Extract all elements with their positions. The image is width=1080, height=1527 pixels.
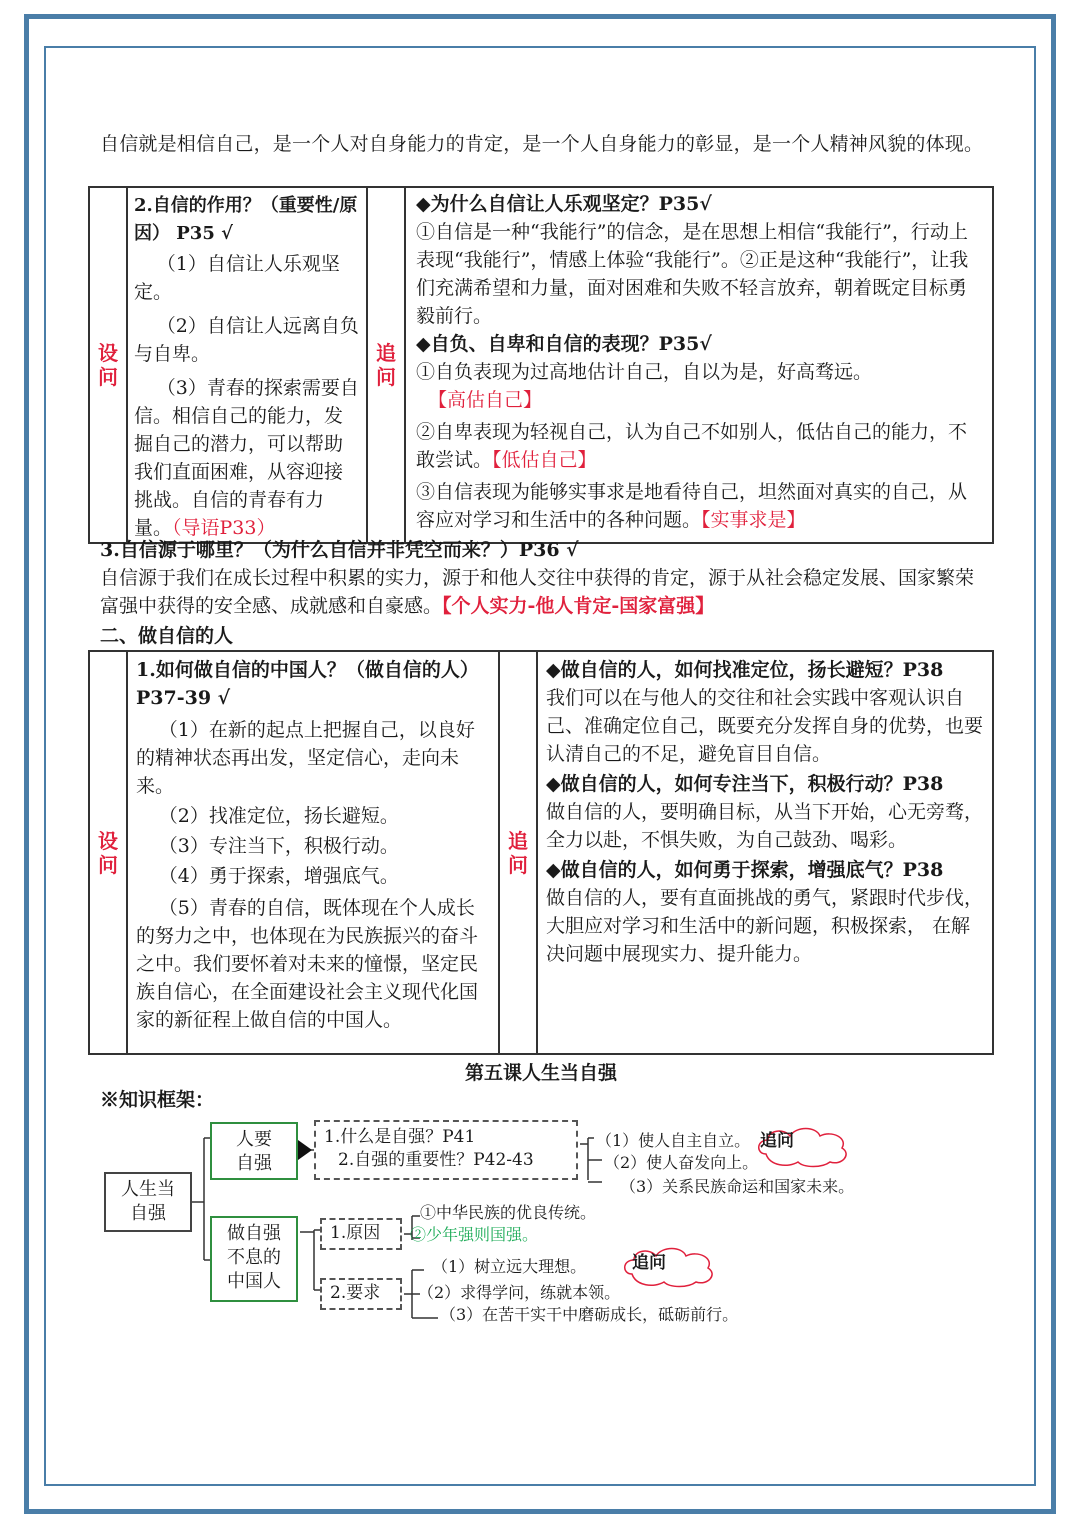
table-confidence-role — [88, 186, 994, 544]
section2-heading: 二、做自信的人 — [100, 625, 234, 647]
table1-right-label: 追问 — [376, 341, 396, 389]
table2-q-item-5: （5）青春的自信，既体现在个人成长的努力之中，也体现在为民族振兴的奋斗之中。我们要怀着对未来的憧憬，坚定民族自信心，在全面建设社会主义现代化国家的新征程上做自信的中国人。 — [136, 897, 479, 1031]
table2-right-label: 追问 — [508, 828, 528, 877]
table2-q-item-3: （3）专注当下，积极行动。 — [158, 835, 399, 857]
table2-right-label-cell — [499, 651, 537, 1054]
table2-answer-cell — [537, 651, 993, 1054]
table1-answer-item-3: ③自信表现为能够实事求是地看待自己，坦然面对真实的自己，从容应对学习和生活中的各种问题。【实事求是】 — [416, 481, 968, 531]
table1-answer-tag-1: 【高估自己】 — [428, 389, 543, 411]
b1-q2: 2.自强的重要性？P42-43 — [338, 1150, 534, 1170]
branch2-bracket — [300, 1230, 320, 1290]
framework-branch2: 做自强不息的中国人 — [210, 1216, 298, 1302]
cloud2-label: 追问 — [632, 1253, 666, 1273]
table2-answer-head-2: ◆做自信的人，如何专注当下，积极行动？P38 — [546, 773, 944, 795]
table1-question-cell — [127, 187, 367, 543]
table-be-confident — [88, 650, 994, 1055]
b1-q1: 1.什么是自强？P41 — [324, 1127, 476, 1147]
table1-answer-cell — [405, 187, 993, 543]
table1-q-item-3: （3）青春的探索需要自信。相信自己的能力，发掘自己的潜力，可以帮助我们直面困难，从容迎接挑战。自信的青春有力量。（导语P33） — [134, 377, 359, 539]
arrow-icon — [298, 1140, 312, 1160]
q3-text: 自信源于我们在成长过程中积累的实力，源于和他人交往中获得的肯定，源于从社会稳定发展、国家繁荣富强中获得的安全感、成就感和自豪感。【个人实力-他人肯定-国家富强】 — [100, 567, 975, 617]
table1-q-item-2: （2）自信让人远离自负与自卑。 — [134, 315, 359, 365]
table2-q-item-2: （2）找准定位，扬长避短。 — [158, 805, 399, 827]
b2-req-box: 2.要求 — [320, 1278, 402, 1310]
table1-answer-item-1: ①自负表现为过高地估计自己，自以为是，好高骛远。 【高估自己】 — [416, 361, 873, 411]
b1-item-2: （2）使人奋发向上。 — [604, 1153, 759, 1172]
intro-paragraph: 自信就是相信自己，是一个人对自身能力的肯定，是一个人自身能力的彰显，是一个人精神风貌的体现。 — [100, 133, 984, 155]
table1-left-label: 设问 — [98, 341, 118, 389]
b2-req-item-1: （1）树立远大理想。 — [432, 1257, 587, 1276]
table1-answer-tag-2: 【低估自己】 — [492, 449, 597, 471]
q3-title: 3.自信源于哪里？（为什么自信并非凭空而来？）P36 √ — [100, 539, 579, 561]
table1-answer-head-2: ◆自负、自卑和自信的表现？P35√ — [416, 333, 712, 355]
b1-item-3: （3）关系民族命运和国家未来。 — [620, 1177, 855, 1196]
b2-reason-item-2: ②少年强则国强。 — [410, 1225, 539, 1244]
q3-tag: 【个人实力-他人肯定-国家富强】 — [442, 595, 715, 617]
root-bracket — [192, 1138, 210, 1260]
b2-req-item-2: （2）求得学问，练就本领。 — [418, 1283, 621, 1302]
table2-answer-text-1: 我们可以在与他人的交往和社会实践中客观认识自己、准确定位自己，既要充分发挥自身的优势，也要认清自己的不足，避免盲目自信。 — [546, 687, 984, 765]
table2-answer-head-3: ◆做自信的人，如何勇于探索，增强底气？P38 — [546, 859, 944, 881]
table1-q-ref: （导语P33） — [172, 517, 276, 539]
b2-reason-item-1: ①中华民族的优良传统。 — [420, 1203, 597, 1222]
table1-right-label-cell — [367, 187, 405, 543]
table2-answer-text-2: 做自信的人，要明确目标，从当下开始，心无旁骛，全力以赴，不惧失败，为自己鼓劲、喝彩。 — [546, 801, 984, 851]
framework-b1-questions — [314, 1120, 578, 1180]
table2-q-item-4: （4）勇于探索，增强底气。 — [158, 865, 399, 887]
table2-left-label-cell — [89, 651, 127, 1054]
framework-root: 人生当自强 — [104, 1172, 192, 1232]
b1-item-1: （1）使人自主自立。 — [596, 1131, 751, 1150]
table1-q-item-1: （1）自信让人乐观坚定。 — [134, 253, 340, 303]
table1-answer-item-2: ②自卑表现为轻视自己，认为自己不如别人，低估自己的能力，不敢尝试。【低估自己】 — [416, 421, 968, 471]
framework-label: ※知识框架： — [100, 1089, 215, 1111]
table2-question-cell — [127, 651, 499, 1054]
table1-left-label-cell — [89, 187, 127, 543]
table2-question-title: 1.如何做自信的中国人？（做自信的人）P37-39 √ — [136, 659, 479, 709]
b2-reason-box: 1.原因 — [320, 1218, 402, 1250]
lesson5-title: 第五课人生当自强 — [464, 1062, 617, 1084]
cloud1-label: 追问 — [760, 1131, 794, 1151]
framework-branch1: 人要自强 — [210, 1122, 298, 1180]
table1-answer-tag-3: 【实事求是】 — [701, 509, 806, 531]
table1-answer-text-1: ①自信是一种“我能行”的信念，是在思想上相信“我能行”，行动上表现“我能行”，情感上体验“我能行”。②正是这种“我能行”，让我们充满希望和力量，面对困难和失败不轻言放弃，朝着既定目标勇毅前行。 — [416, 221, 969, 327]
table1-answer-head-1: ◆为什么自信让人乐观坚定？P35√ — [416, 193, 712, 215]
table2-q-item-1: （1）在新的起点上把握自己，以良好的精神状态再出发，坚定信心，走向未来。 — [136, 719, 475, 797]
table2-answer-text-3: 做自信的人，要有直面挑战的勇气，紧跟时代步伐，大胆应对学习和生活中的新问题，积极探索， 在解决问题中展现实力、提升能力。 — [546, 887, 984, 965]
table1-question-title: 2.自信的作用？（重要性/原因） P35 √ — [134, 195, 358, 244]
table2-answer-head-1: ◆做自信的人，如何找准定位，扬长避短？P38 — [546, 659, 944, 681]
b2-req-item-3: （3）在苦干实干中磨砺成长，砥砺前行。 — [440, 1305, 739, 1324]
table2-left-label: 设问 — [98, 828, 118, 877]
